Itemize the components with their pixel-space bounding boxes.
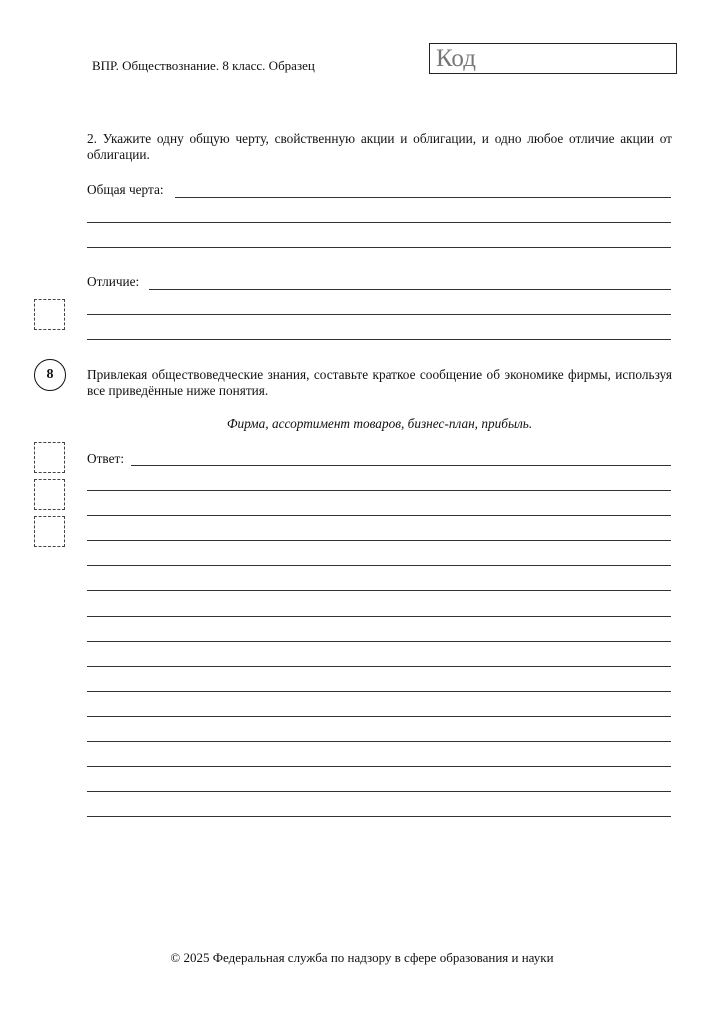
score-box-task-8-2[interactable] bbox=[34, 479, 65, 510]
header-title: ВПР. Обществознание. 8 класс. Образец bbox=[92, 58, 315, 73]
task-8-text: Привлекая обществоведческие знания, составьте краткое сообщение об экономике фирмы, используя все приведённые ниже понятия. bbox=[87, 367, 672, 398]
answer-line[interactable] bbox=[87, 741, 671, 742]
answer-line[interactable] bbox=[87, 590, 671, 591]
common-feature-answer-line[interactable] bbox=[175, 197, 671, 198]
answer-line[interactable] bbox=[87, 314, 671, 315]
footer-copyright: © 2025 Федеральная служба по надзору в сфере образования и науки bbox=[170, 950, 554, 965]
answer-line[interactable] bbox=[87, 716, 671, 717]
score-box-task-8-3[interactable] bbox=[34, 516, 65, 547]
code-label: Код bbox=[436, 45, 476, 72]
answer-first-line[interactable] bbox=[131, 465, 671, 466]
score-box-question-2[interactable] bbox=[34, 299, 65, 330]
answer-label: Ответ: bbox=[87, 451, 125, 466]
answer-line[interactable] bbox=[87, 339, 671, 340]
answer-line[interactable] bbox=[87, 616, 671, 617]
answer-line[interactable] bbox=[87, 816, 671, 817]
answer-line[interactable] bbox=[87, 540, 671, 541]
question-2-text: 2. Укажите одну общую черту, свойственную акции и облигации, и одно любое отличие акции от облигации. bbox=[87, 131, 672, 162]
answer-line[interactable] bbox=[87, 666, 671, 667]
answer-line[interactable] bbox=[87, 766, 671, 767]
answer-line[interactable] bbox=[87, 222, 671, 223]
answer-line[interactable] bbox=[87, 641, 671, 642]
answer-line[interactable] bbox=[87, 490, 671, 491]
score-box-task-8-1[interactable] bbox=[34, 442, 65, 473]
difference-answer-line[interactable] bbox=[149, 289, 671, 290]
code-field[interactable] bbox=[429, 43, 677, 74]
task-8-concepts: Фирма, ассортимент товаров, бизнес-план, прибыль. bbox=[226, 416, 533, 431]
task-number-badge: 8 bbox=[34, 359, 66, 391]
answer-line[interactable] bbox=[87, 515, 671, 516]
answer-line[interactable] bbox=[87, 247, 671, 248]
common-feature-label: Общая черта: bbox=[87, 182, 164, 197]
answer-line[interactable] bbox=[87, 691, 671, 692]
answer-line[interactable] bbox=[87, 565, 671, 566]
answer-line[interactable] bbox=[87, 791, 671, 792]
difference-label: Отличие: bbox=[87, 274, 140, 289]
